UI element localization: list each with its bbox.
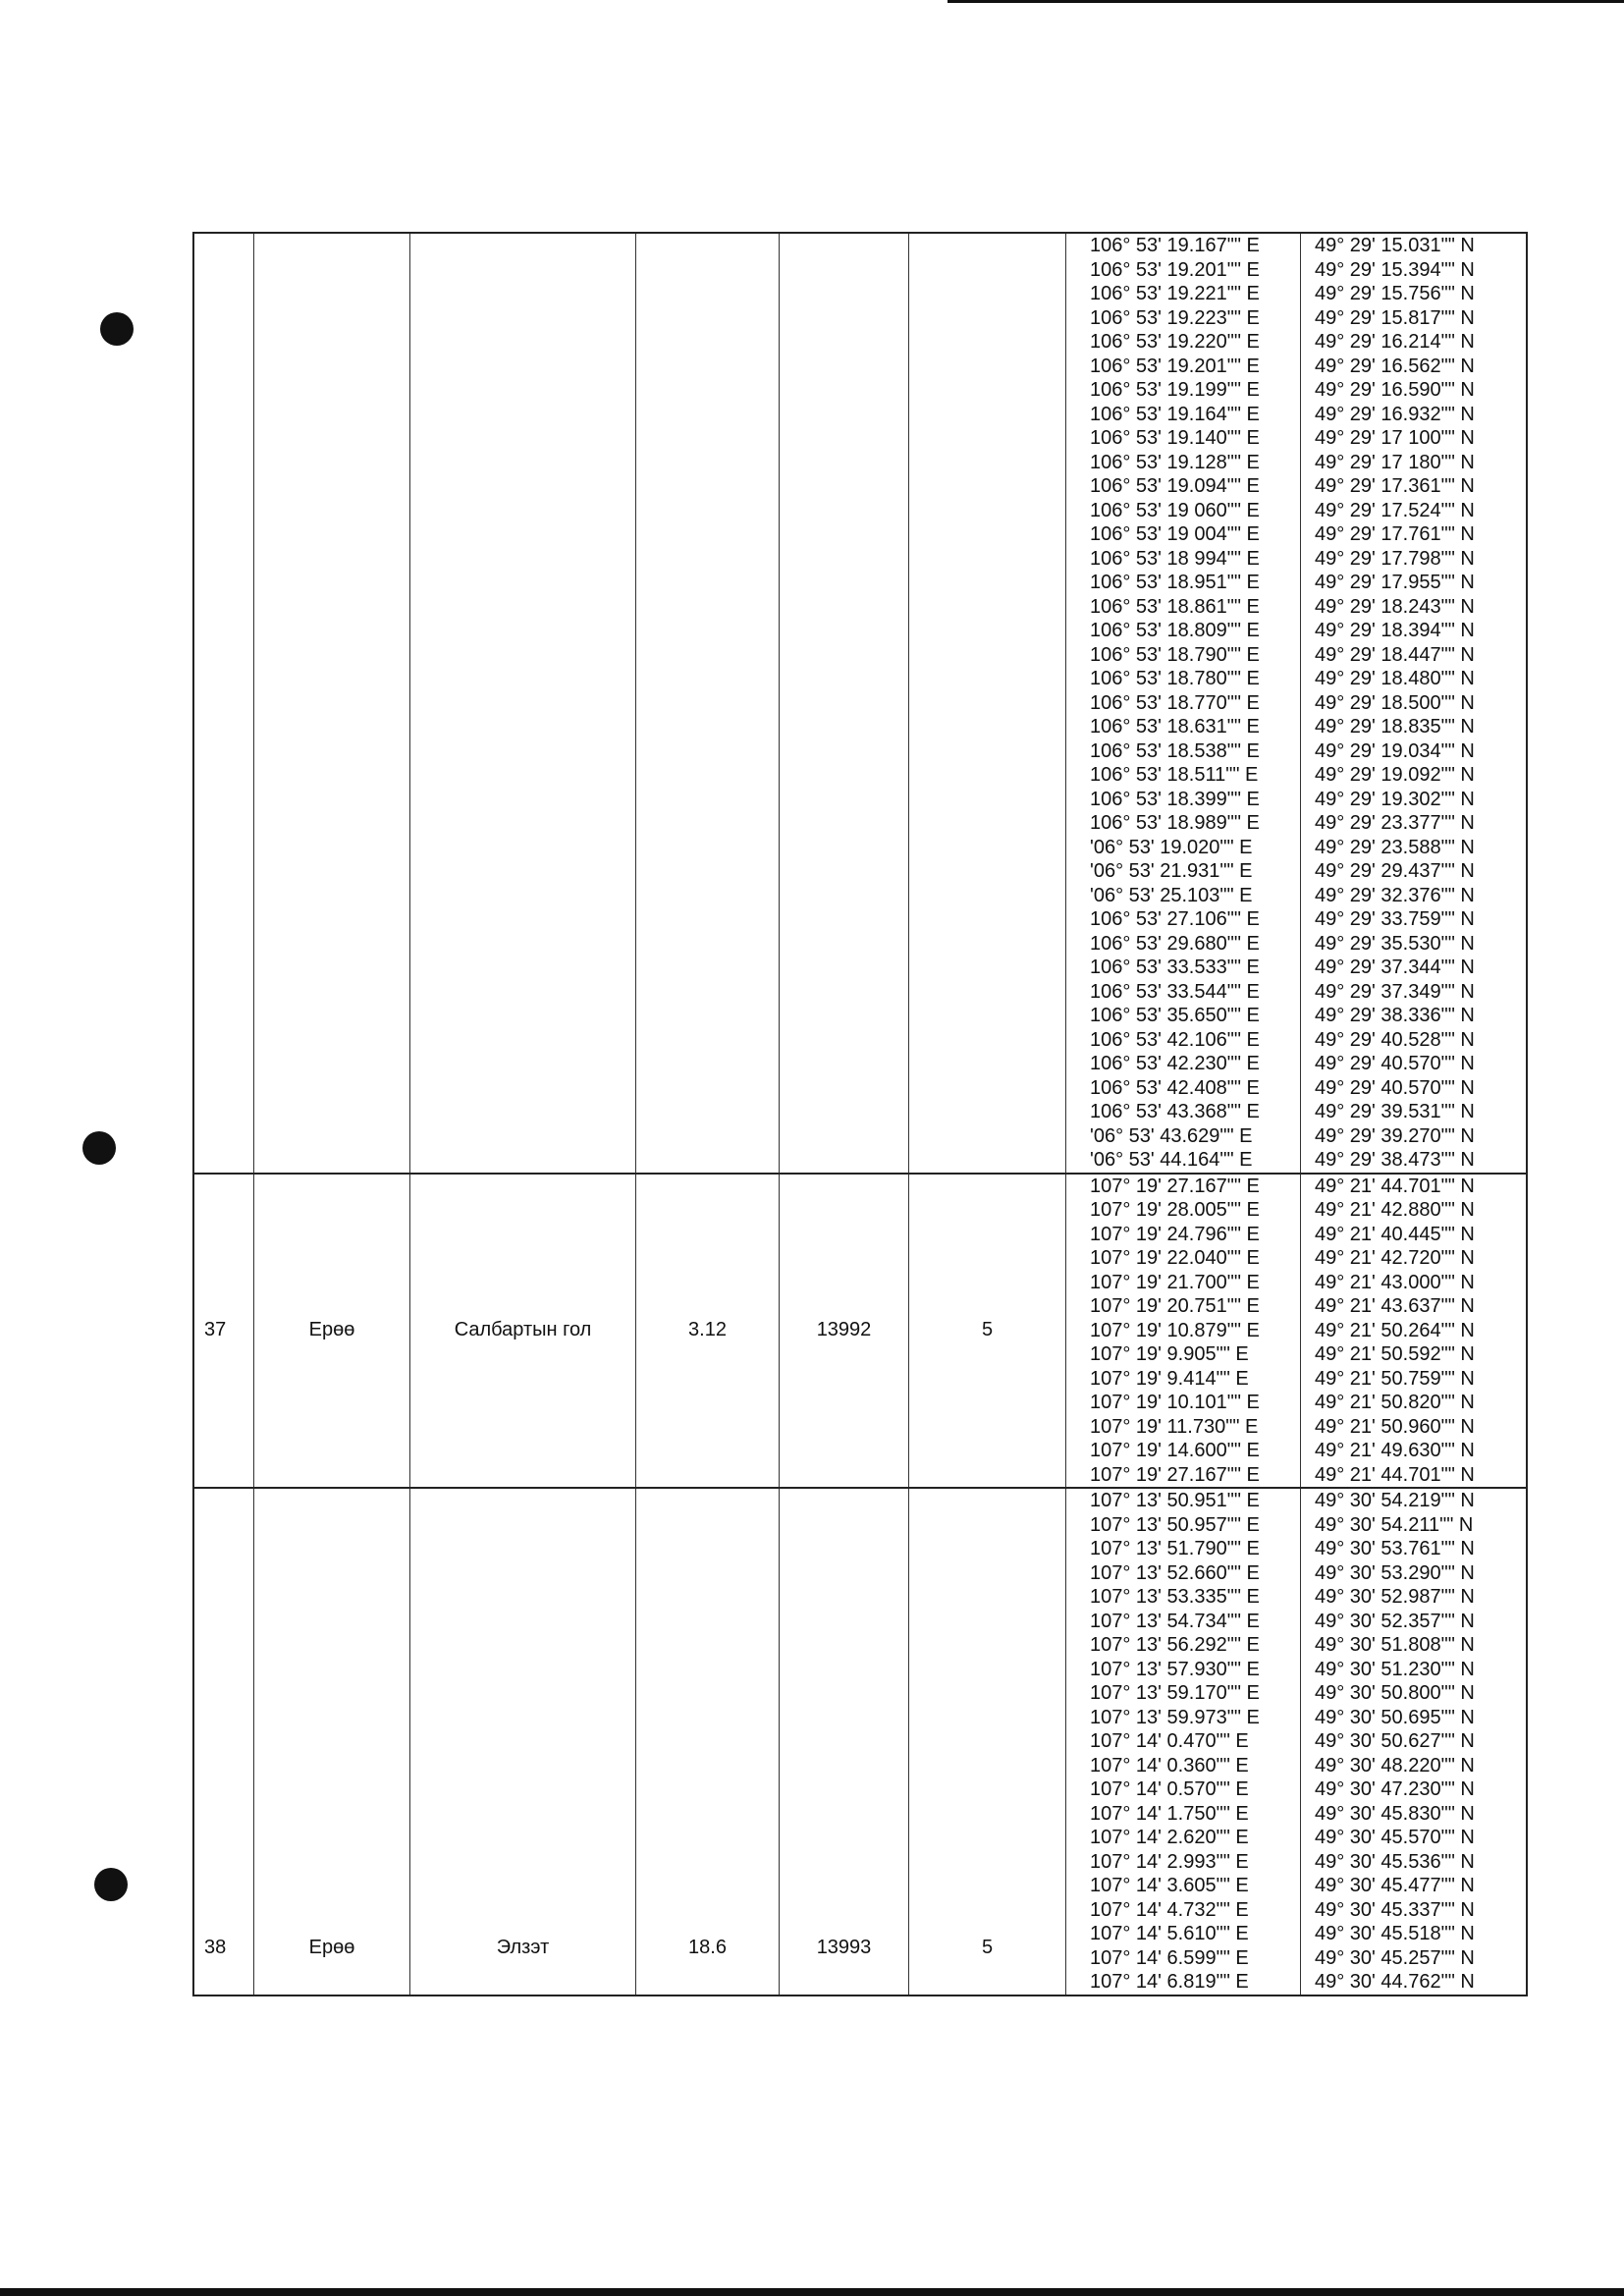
longitude-value: 106° 53' 19.167"" E xyxy=(1090,235,1260,256)
longitude-value: '06° 53' 25.103"" E xyxy=(1090,884,1253,906)
latitude-value: 49° 21' 50.960"" N xyxy=(1315,1415,1475,1438)
latitude-list xyxy=(1301,234,1526,1173)
latitude-value: 49° 30' 50.695"" N xyxy=(1315,1706,1475,1728)
longitude-value: 107° 13' 57.930"" E xyxy=(1090,1658,1260,1680)
latitude-value: 49° 21' 43.000"" N xyxy=(1315,1271,1475,1293)
latitude-value: 49° 30' 52.987"" N xyxy=(1315,1586,1475,1608)
punch-hole xyxy=(100,312,134,346)
latitude-value: 49° 29' 18.480"" N xyxy=(1315,668,1475,689)
longitude-value: 107° 19' 20.751"" E xyxy=(1090,1295,1260,1317)
longitude-value: 107° 19' 11.730"" E xyxy=(1090,1415,1259,1438)
latitude-value: 49° 29' 19.092"" N xyxy=(1315,764,1475,786)
longitude-value: 106° 53' 19.221"" E xyxy=(1090,283,1260,304)
latitude-value: 49° 21' 43.637"" N xyxy=(1315,1295,1475,1317)
longitude-value: 106° 53' 19.164"" E xyxy=(1090,403,1260,425)
longitude-value: 107° 14' 6.599"" E xyxy=(1090,1946,1249,1969)
latitude-value: 49° 29' 16.214"" N xyxy=(1315,331,1475,353)
row-number xyxy=(194,234,254,1173)
latitude-value: 49° 30' 45.337"" N xyxy=(1315,1898,1475,1921)
longitude-value: 106° 53' 18.951"" E xyxy=(1090,572,1260,593)
latitude-value: 49° 29' 32.376"" N xyxy=(1315,884,1475,906)
longitude-value: 106° 53' 18.511"" E xyxy=(1090,764,1259,786)
latitude-value: 49° 30' 47.230"" N xyxy=(1315,1778,1475,1800)
longitude-value: 106° 53' 19.201"" E xyxy=(1090,258,1260,281)
latitude-value: 49° 29' 15.031"" N xyxy=(1315,235,1475,256)
longitude-value: 106° 53' 18.770"" E xyxy=(1090,691,1260,714)
latitude-value: 49° 30' 50.627"" N xyxy=(1315,1730,1475,1752)
longitude-list xyxy=(1066,234,1301,1173)
latitude-value: 49° 29' 38.336"" N xyxy=(1315,1005,1475,1026)
latitude-value: 49° 21' 50.759"" N xyxy=(1315,1367,1475,1390)
latitude-value: 49° 21' 42.720"" N xyxy=(1315,1247,1475,1269)
longitude-value: 106° 53' 19.094"" E xyxy=(1090,475,1260,497)
longitude-value: 106° 53' 18.538"" E xyxy=(1090,739,1260,762)
latitude-value: 49° 29' 37.344"" N xyxy=(1315,957,1475,978)
longitude-value: 106° 53' 29.680"" E xyxy=(1090,932,1260,955)
latitude-value: 49° 29' 19.034"" N xyxy=(1315,739,1475,762)
longitude-value: 107° 19' 27.167"" E xyxy=(1090,1175,1260,1197)
longitude-value: 106° 53' 18.861"" E xyxy=(1090,595,1260,618)
longitude-value: 106° 53' 19.199"" E xyxy=(1090,379,1260,401)
latitude-value: 49° 30' 45.570"" N xyxy=(1315,1827,1475,1848)
longitude-value: 107° 13' 51.790"" E xyxy=(1090,1538,1260,1559)
latitude-value: 49° 30' 48.220"" N xyxy=(1315,1754,1475,1777)
longitude-value: '06° 53' 44.164"" E xyxy=(1090,1149,1253,1171)
longitude-value: 106° 53' 43.368"" E xyxy=(1090,1101,1260,1122)
latitude-value: 49° 29' 16.590"" N xyxy=(1315,379,1475,401)
longitude-value: 106° 53' 19 004"" E xyxy=(1090,523,1260,545)
punch-hole xyxy=(94,1868,128,1901)
aimag-cell: Ерөө xyxy=(254,1489,410,1995)
name-cell: Элзэт xyxy=(410,1489,636,1995)
latitude-value: 49° 29' 23.588"" N xyxy=(1315,836,1475,858)
longitude-value: '06° 53' 19.020"" E xyxy=(1090,836,1253,858)
latitude-value: 49° 21' 50.820"" N xyxy=(1315,1392,1475,1413)
longitude-value: 107° 19' 27.167"" E xyxy=(1090,1463,1260,1486)
latitude-value: 49° 21' 49.630"" N xyxy=(1315,1440,1475,1461)
latitude-value: 49° 29' 29.437"" N xyxy=(1315,860,1475,882)
longitude-value: 106° 53' 18.989"" E xyxy=(1090,812,1260,834)
latitude-value: 49° 29' 23.377"" N xyxy=(1315,812,1475,834)
latitude-value: 49° 21' 40.445"" N xyxy=(1315,1223,1475,1245)
latitude-value: 49° 29' 15.756"" N xyxy=(1315,283,1475,304)
latitude-value: 49° 29' 17.524"" N xyxy=(1315,499,1475,521)
longitude-value: 107° 14' 3.605"" E xyxy=(1090,1875,1249,1896)
longitude-value: 106° 53' 19.220"" E xyxy=(1090,331,1260,353)
latitude-value: 49° 30' 45.830"" N xyxy=(1315,1802,1475,1825)
latitude-value: 49° 29' 40.528"" N xyxy=(1315,1028,1475,1051)
longitude-value: 107° 14' 0.470"" E xyxy=(1090,1730,1249,1752)
longitude-value: 106° 53' 35.650"" E xyxy=(1090,1005,1260,1026)
longitude-value: 107° 13' 59.170"" E xyxy=(1090,1682,1260,1704)
longitude-value: 106° 53' 18.399"" E xyxy=(1090,788,1260,810)
longitude-value: 107° 19' 22.040"" E xyxy=(1090,1247,1260,1269)
name-cell xyxy=(410,234,636,1173)
latitude-value: 49° 29' 18.835"" N xyxy=(1315,716,1475,738)
latitude-value: 49° 29' 16.932"" N xyxy=(1315,403,1475,425)
latitude-value: 49° 29' 17.798"" N xyxy=(1315,547,1475,570)
longitude-value: 106° 53' 18.809"" E xyxy=(1090,620,1260,641)
row-number: 38 xyxy=(194,1489,254,1995)
longitude-value: 106° 53' 42.408"" E xyxy=(1090,1076,1260,1099)
latitude-value: 49° 29' 33.759"" N xyxy=(1315,908,1475,930)
latitude-value: 49° 29' 18.500"" N xyxy=(1315,691,1475,714)
code-cell xyxy=(780,234,909,1173)
latitude-value: 49° 29' 15.817"" N xyxy=(1315,306,1475,329)
latitude-value: 49° 21' 50.592"" N xyxy=(1315,1343,1475,1365)
longitude-value: 106° 53' 19 060"" E xyxy=(1090,499,1260,521)
class-cell: 5 xyxy=(909,1175,1066,1488)
longitude-value: 106° 53' 27.106"" E xyxy=(1090,908,1260,930)
longitude-list xyxy=(1066,1489,1301,1995)
longitude-value: 107° 19' 10.101"" E xyxy=(1090,1392,1260,1413)
longitude-value: '06° 53' 21.931"" E xyxy=(1090,860,1253,882)
longitude-value: 107° 14' 6.819"" E xyxy=(1090,1971,1249,1993)
latitude-value: 49° 29' 18.394"" N xyxy=(1315,620,1475,641)
longitude-list xyxy=(1066,1175,1301,1488)
scan-edge-top xyxy=(947,0,1624,3)
longitude-value: 107° 14' 0.360"" E xyxy=(1090,1754,1249,1777)
longitude-value: 107° 14' 1.750"" E xyxy=(1090,1802,1249,1825)
longitude-value: 107° 19' 21.700"" E xyxy=(1090,1271,1260,1293)
latitude-value: 49° 29' 15.394"" N xyxy=(1315,258,1475,281)
longitude-value: 106° 53' 18.780"" E xyxy=(1090,668,1260,689)
latitude-value: 49° 30' 54.219"" N xyxy=(1315,1490,1475,1511)
latitude-value: 49° 30' 51.808"" N xyxy=(1315,1634,1475,1656)
longitude-value: 106° 53' 19.201"" E xyxy=(1090,355,1260,377)
class-cell xyxy=(909,234,1066,1173)
latitude-value: 49° 29' 38.473"" N xyxy=(1315,1149,1475,1171)
latitude-list xyxy=(1301,1175,1526,1488)
latitude-value: 49° 30' 52.357"" N xyxy=(1315,1610,1475,1632)
longitude-value: 107° 13' 52.660"" E xyxy=(1090,1561,1260,1584)
code-cell: 13992 xyxy=(780,1175,909,1488)
latitude-value: 49° 29' 17.361"" N xyxy=(1315,475,1475,497)
longitude-value: 106° 53' 33.533"" E xyxy=(1090,957,1260,978)
code-cell: 13993 xyxy=(780,1489,909,1995)
longitude-value: 106° 53' 19.223"" E xyxy=(1090,306,1260,329)
longitude-value: 107° 14' 2.620"" E xyxy=(1090,1827,1249,1848)
scan-edge-bottom xyxy=(0,2288,1624,2296)
table-row xyxy=(194,234,1526,1173)
longitude-value: 107° 19' 28.005"" E xyxy=(1090,1199,1260,1221)
longitude-value: 106° 53' 18 994"" E xyxy=(1090,547,1260,570)
longitude-value: 107° 19' 14.600"" E xyxy=(1090,1440,1260,1461)
longitude-value: 107° 13' 50.957"" E xyxy=(1090,1513,1260,1536)
latitude-value: 49° 21' 50.264"" N xyxy=(1315,1319,1475,1341)
latitude-value: 49° 29' 40.570"" N xyxy=(1315,1076,1475,1099)
latitude-value: 49° 30' 45.477"" N xyxy=(1315,1875,1475,1896)
aimag-cell: Ерөө xyxy=(254,1175,410,1488)
latitude-value: 49° 30' 53.290"" N xyxy=(1315,1561,1475,1584)
longitude-value: 106° 53' 42.106"" E xyxy=(1090,1028,1260,1051)
latitude-value: 49° 29' 18.243"" N xyxy=(1315,595,1475,618)
area-cell: 18.6 xyxy=(636,1489,780,1995)
aimag-cell xyxy=(254,234,410,1173)
longitude-value: 107° 14' 5.610"" E xyxy=(1090,1923,1249,1944)
latitude-value: 49° 29' 39.270"" N xyxy=(1315,1124,1475,1147)
longitude-value: 107° 19' 9.414"" E xyxy=(1090,1367,1249,1390)
coordinates-table xyxy=(192,232,1528,1996)
longitude-value: 106° 53' 18.631"" E xyxy=(1090,716,1260,738)
longitude-value: 107° 13' 59.973"" E xyxy=(1090,1706,1260,1728)
area-cell xyxy=(636,234,780,1173)
latitude-value: 49° 29' 19.302"" N xyxy=(1315,788,1475,810)
latitude-value: 49° 29' 17 180"" N xyxy=(1315,451,1475,473)
table-row xyxy=(194,1173,1526,1488)
latitude-value: 49° 29' 17 100"" N xyxy=(1315,427,1475,449)
latitude-value: 49° 30' 51.230"" N xyxy=(1315,1658,1475,1680)
longitude-value: 107° 19' 24.796"" E xyxy=(1090,1223,1260,1245)
name-cell: Салбартын гол xyxy=(410,1175,636,1488)
latitude-value: 49° 30' 54.211"" N xyxy=(1315,1513,1474,1536)
latitude-list xyxy=(1301,1489,1526,1995)
class-cell: 5 xyxy=(909,1489,1066,1995)
longitude-value: 107° 19' 9.905"" E xyxy=(1090,1343,1249,1365)
latitude-value: 49° 21' 44.701"" N xyxy=(1315,1463,1475,1486)
latitude-value: 49° 30' 45.518"" N xyxy=(1315,1923,1475,1944)
latitude-value: 49° 29' 39.531"" N xyxy=(1315,1101,1475,1122)
latitude-value: 49° 30' 50.800"" N xyxy=(1315,1682,1475,1704)
longitude-value: 106° 53' 19.128"" E xyxy=(1090,451,1260,473)
latitude-value: 49° 30' 45.536"" N xyxy=(1315,1850,1475,1873)
latitude-value: 49° 29' 18.447"" N xyxy=(1315,643,1475,666)
longitude-value: 107° 13' 53.335"" E xyxy=(1090,1586,1260,1608)
latitude-value: 49° 30' 53.761"" N xyxy=(1315,1538,1475,1559)
longitude-value: 106° 53' 18.790"" E xyxy=(1090,643,1260,666)
punch-hole xyxy=(82,1131,116,1165)
latitude-value: 49° 30' 45.257"" N xyxy=(1315,1946,1475,1969)
longitude-value: 107° 14' 2.993"" E xyxy=(1090,1850,1249,1873)
latitude-value: 49° 29' 40.570"" N xyxy=(1315,1053,1475,1074)
longitude-value: '06° 53' 43.629"" E xyxy=(1090,1124,1253,1147)
longitude-value: 107° 14' 4.732"" E xyxy=(1090,1898,1249,1921)
longitude-value: 106° 53' 42.230"" E xyxy=(1090,1053,1260,1074)
longitude-value: 107° 14' 0.570"" E xyxy=(1090,1778,1249,1800)
longitude-value: 106° 53' 33.544"" E xyxy=(1090,980,1260,1003)
latitude-value: 49° 21' 42.880"" N xyxy=(1315,1199,1475,1221)
latitude-value: 49° 29' 17.761"" N xyxy=(1315,523,1475,545)
latitude-value: 49° 29' 16.562"" N xyxy=(1315,355,1475,377)
longitude-value: 106° 53' 19.140"" E xyxy=(1090,427,1260,449)
longitude-value: 107° 13' 54.734"" E xyxy=(1090,1610,1260,1632)
latitude-value: 49° 30' 44.762"" N xyxy=(1315,1971,1475,1993)
latitude-value: 49° 29' 17.955"" N xyxy=(1315,572,1475,593)
table-row xyxy=(194,1487,1526,1995)
longitude-value: 107° 13' 56.292"" E xyxy=(1090,1634,1260,1656)
longitude-value: 107° 13' 50.951"" E xyxy=(1090,1490,1260,1511)
latitude-value: 49° 21' 44.701"" N xyxy=(1315,1175,1475,1197)
latitude-value: 49° 29' 37.349"" N xyxy=(1315,980,1475,1003)
row-number: 37 xyxy=(194,1175,254,1488)
longitude-value: 107° 19' 10.879"" E xyxy=(1090,1319,1260,1341)
area-cell: 3.12 xyxy=(636,1175,780,1488)
latitude-value: 49° 29' 35.530"" N xyxy=(1315,932,1475,955)
